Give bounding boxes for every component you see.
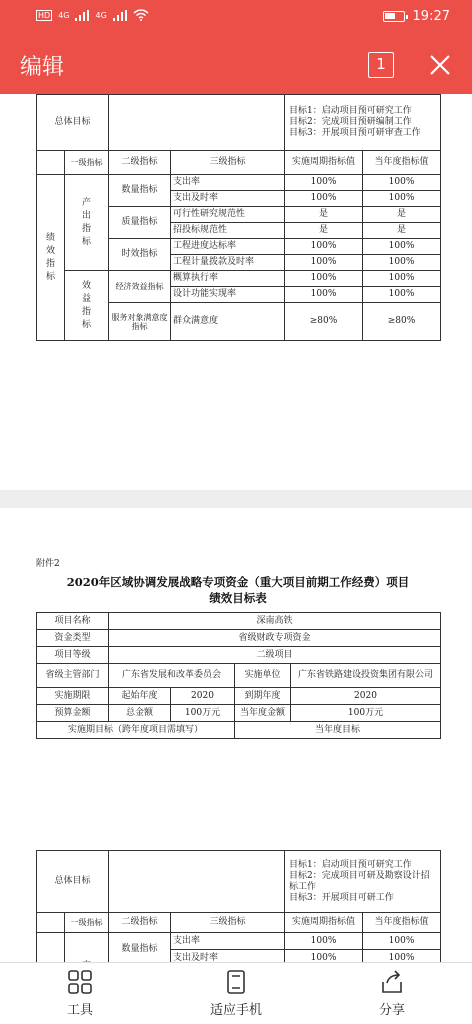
- battery-icon: [383, 11, 405, 22]
- year-value: 100%: [363, 255, 441, 271]
- indicator-name: 概算执行率: [171, 271, 285, 287]
- app-bar: [0, 34, 472, 94]
- goal-1: 目标1：启动项目预可研究工作: [289, 106, 412, 116]
- output-label: 产出指标: [65, 175, 109, 271]
- year-value: 100%: [363, 933, 441, 950]
- signal-icon-2: [113, 10, 127, 21]
- label: 项目等级: [37, 647, 109, 664]
- period-value: 100%: [285, 271, 363, 287]
- end-year: 2020: [291, 688, 441, 705]
- year-value: 100%: [363, 239, 441, 255]
- title-line-1: 2020年区域协调发展战略专项资金（重大项目前期工作经费）项目: [66, 575, 410, 589]
- network-label-2: 4G: [95, 10, 107, 20]
- implementing-unit: 广东省铁路建设投资集团有限公司: [291, 664, 441, 688]
- period-value: 100%: [285, 950, 363, 963]
- overall-goal-label: 总体目标: [37, 851, 109, 913]
- share-label: 分享: [378, 1003, 405, 1018]
- indicator-name: 支出及时率: [171, 191, 285, 207]
- label: 资金类型: [37, 630, 109, 647]
- header-level3: 三级指标: [171, 913, 285, 933]
- fit-phone-button[interactable]: [186, 967, 286, 1018]
- header-level3: 三级指标: [171, 151, 285, 175]
- period-value: 是: [285, 207, 363, 223]
- document-title: [36, 574, 440, 606]
- header-level1: 一级指标: [65, 151, 109, 175]
- goal-2: 目标2：完成项目预研编制工作: [289, 117, 412, 127]
- department: 广东省发展和改革委员会: [109, 664, 235, 688]
- goal-3: 目标3：开展项目可研工作: [289, 892, 394, 903]
- label: 省级主管部门: [37, 664, 109, 688]
- fit-screen-icon: [223, 969, 249, 995]
- document-page-1: [0, 94, 472, 490]
- group-quantity: 数量指标: [109, 175, 171, 207]
- tools-button[interactable]: [30, 967, 130, 1018]
- wifi-icon: [133, 9, 149, 21]
- header-period: 实施周期指标值: [285, 913, 363, 933]
- performance-table-page2: [36, 850, 441, 962]
- label: 起始年度: [109, 688, 171, 705]
- label: 总金额: [109, 705, 171, 722]
- hd-badge: HD: [38, 10, 51, 20]
- indicator-name: 支出率: [171, 933, 285, 950]
- share-icon: [379, 969, 405, 995]
- goals-cell: [285, 95, 441, 151]
- tools-label: 工具: [66, 1003, 93, 1018]
- document-viewer[interactable]: [0, 94, 472, 962]
- period-value: 100%: [285, 239, 363, 255]
- total-amount: 100万元: [171, 705, 235, 722]
- label: 项目名称: [37, 613, 109, 630]
- project-name: 深南高铁: [109, 613, 441, 630]
- indicator-name: 支出率: [171, 175, 285, 191]
- group-timeliness: 时效指标: [109, 239, 171, 271]
- start-year: 2020: [171, 688, 235, 705]
- page-title: 编辑: [20, 55, 65, 80]
- label: 到期年度: [235, 688, 291, 705]
- label: 实施期限: [37, 688, 109, 705]
- indicator-name: 招投标规范性: [171, 223, 285, 239]
- period-value: 是: [285, 223, 363, 239]
- benefit-label: 效益指标: [65, 271, 109, 341]
- header-level1: 一级指标: [65, 913, 109, 933]
- indicator-name: 可行性研究规范性: [171, 207, 285, 223]
- period-value: 100%: [285, 255, 363, 271]
- group-quality: 质量指标: [109, 207, 171, 239]
- indicator-name: 群众满意度: [171, 303, 285, 341]
- annex-label: 附件2: [36, 559, 60, 569]
- perf-label: [37, 933, 65, 963]
- indicator-name: 工程计量拨款及时率: [171, 255, 285, 271]
- period-value: 100%: [285, 175, 363, 191]
- document-page-2: [0, 508, 472, 962]
- year-amount: 100万元: [291, 705, 441, 722]
- header-level2: 二级指标: [109, 151, 171, 175]
- period-value: 100%: [285, 287, 363, 303]
- perf-label: 绩效指标: [37, 175, 65, 341]
- overall-goal-label: 总体目标: [37, 95, 109, 151]
- header-level2: 二级指标: [109, 913, 171, 933]
- clock: 19:27: [412, 9, 450, 24]
- header-year: 当年度指标值: [363, 913, 441, 933]
- year-value: 100%: [363, 271, 441, 287]
- period-goal-label: 实施期目标（跨年度项目需填写）: [37, 722, 235, 739]
- title-line-2: 绩效目标表: [209, 591, 267, 605]
- group-economic: 经济效益指标: [109, 271, 171, 303]
- share-button[interactable]: [342, 967, 442, 1018]
- year-value: 100%: [363, 950, 441, 963]
- grid-tools-icon: [67, 969, 93, 995]
- year-value: 是: [363, 207, 441, 223]
- project-info-table: [36, 612, 441, 739]
- goal-2: 目标2：完成项目可研及勘察设计招标工作: [289, 870, 430, 892]
- bottom-toolbar: [0, 962, 472, 1024]
- period-value: 100%: [285, 933, 363, 950]
- header-year: 当年度指标值: [363, 151, 441, 175]
- group-quantity: 数量指标: [109, 933, 171, 963]
- label: 实施单位: [235, 664, 291, 688]
- page-indicator-button[interactable]: 1: [368, 52, 394, 78]
- label: 预算金额: [37, 705, 109, 722]
- indicator-name: 设计功能实现率: [171, 287, 285, 303]
- label: 当年度金额: [235, 705, 291, 722]
- close-icon[interactable]: [426, 51, 454, 79]
- performance-table-page1: [36, 94, 441, 341]
- group-satisfaction: 服务对象满意度指标: [109, 303, 171, 341]
- indicator-name: 支出及时率: [171, 950, 285, 963]
- year-value: 100%: [363, 287, 441, 303]
- year-value: 100%: [363, 191, 441, 207]
- goal-1: 目标1：启动项目预可研究工作: [289, 859, 412, 870]
- indicator-name: 工程进度达标率: [171, 239, 285, 255]
- network-label: 4G: [58, 10, 70, 20]
- signal-icon: [75, 10, 89, 21]
- period-value: 100%: [285, 191, 363, 207]
- year-value: ≥80%: [363, 303, 441, 341]
- header-period: 实施周期指标值: [285, 151, 363, 175]
- status-bar: [0, 0, 472, 34]
- year-value: 100%: [363, 175, 441, 191]
- goal-3: 目标3：开展项目预可研审查工作: [289, 128, 421, 138]
- year-value: 是: [363, 223, 441, 239]
- fit-label: 适应手机: [209, 1003, 262, 1018]
- project-level: 二级项目: [109, 647, 441, 664]
- goals-cell: [285, 851, 441, 913]
- year-goal-label: 当年度目标: [235, 722, 441, 739]
- period-value: ≥80%: [285, 303, 363, 341]
- fund-type: 省级财政专项资金: [109, 630, 441, 647]
- output-label: [65, 933, 109, 963]
